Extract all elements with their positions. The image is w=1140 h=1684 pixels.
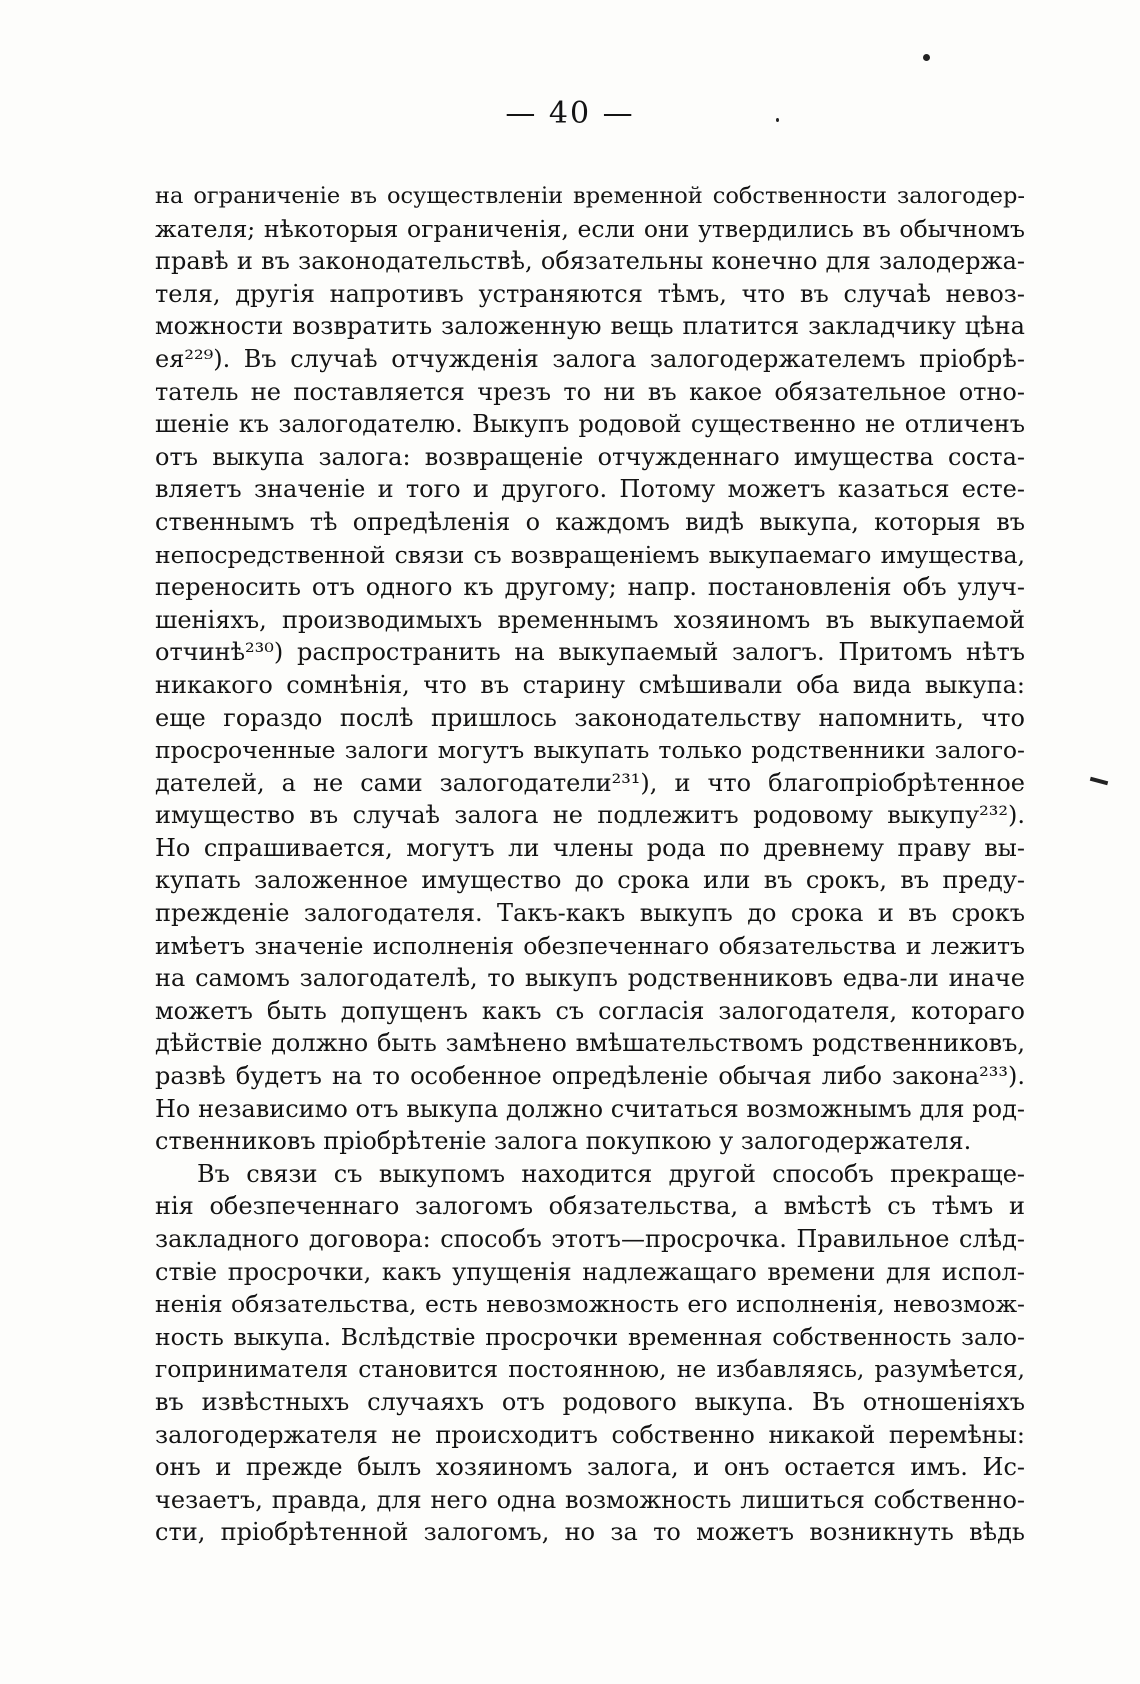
scan-speck (923, 54, 930, 61)
text-line: на ограниченіе въ осуществленіи временной собственности залогодер- (155, 183, 1025, 209)
text-line: можности возвратить заложенную вещь платится закладчику цѣна (155, 312, 1025, 341)
text-line: Но независимо отъ выкупа должно считаться возможнымъ для род- (155, 1094, 1025, 1123)
text-line: ствіе просрочки, какъ упущенія надлежащаго времени для испол- (155, 1257, 1025, 1286)
text-line: нія обезпеченнаго залогомъ обязательства, а вмѣстѣ съ тѣмъ и (155, 1192, 1025, 1221)
text-line: въ извѣстныхъ случаяхъ отъ родового выкупа. Въ отношеніяхъ (155, 1387, 1025, 1416)
body-text (155, 180, 1025, 1549)
text-line: можетъ быть допущенъ какъ съ согласія залогодателя, котораго (155, 996, 1025, 1025)
paragraph-2 (155, 1158, 1025, 1549)
text-line: отчинѣ²³⁰) распространить на выкупаемый залогъ. Притомъ нѣтъ (155, 638, 1025, 667)
text-line: непосредственной связи съ возвращеніемъ выкупаемаго имущества, (155, 540, 1025, 569)
page-number: — 40 — (505, 96, 635, 131)
text-line: дѣйствіе должно быть замѣнено вмѣшательствомъ родственниковъ, (155, 1029, 1025, 1058)
text-line: ственниковъ пріобрѣтеніе залога покупкою у залогодержателя. (155, 1127, 972, 1156)
text-line: ея²²⁹). Въ случаѣ отчужденія залога залогодержателемъ пріобрѣ- (155, 344, 1025, 373)
text-line: никакого сомнѣнія, что въ старину смѣшивали оба вида выкупа: (155, 670, 1025, 699)
text-line: имущество въ случаѣ залога не подлежитъ родовому выкупу²³²). (155, 801, 1025, 830)
text-line: прежденіе залогодателя. Такъ-какъ выкупъ до срока и въ срокъ (155, 899, 1025, 928)
margin-mark (1090, 777, 1108, 786)
text-line: шеніяхъ, производимыхъ временнымъ хозяиномъ въ выкупаемой (155, 605, 1025, 634)
paragraph-1 (155, 180, 1025, 1158)
scan-speck (776, 118, 779, 122)
text-line: вляетъ значеніе и того и другого. Потому можетъ казаться есте- (155, 475, 1025, 504)
text-line: шеніе къ залогодателю. Выкупъ родовой существенно не отличенъ (155, 410, 1025, 439)
text-line: чезаетъ, правда, для него одна возможность лишиться собственно- (155, 1485, 1025, 1514)
text-line: Въ связи съ выкупомъ находится другой способъ прекраще- (197, 1159, 1025, 1188)
text-line: правѣ и въ законодательствѣ, обязательны конечно для залодержа- (155, 247, 1025, 276)
text-line: переносить отъ одного къ другому; напр. постановленія объ улуч- (155, 573, 1025, 602)
text-line: теля, другія напротивъ устраняются тѣмъ, что въ случаѣ невоз- (155, 279, 1025, 308)
text-line: дателей, а не сами залогодатели²³¹), и что благопріобрѣтенное (155, 768, 1025, 797)
text-line: развѣ будетъ на то особенное опредѣленіе обычая либо закона²³³). (155, 1062, 1025, 1091)
text-line: еще гораздо послѣ пришлось законодательству напомнить, что (155, 703, 1025, 732)
text-line: просроченные залоги могутъ выкупать только родственники залого- (155, 736, 1025, 765)
text-line: Но спрашивается, могутъ ли члены рода по древнему праву вы- (155, 833, 1025, 862)
text-line: гопринимателя становится постоянною, не избавляясь, разумѣется, (155, 1355, 1025, 1384)
text-line: отъ выкупа залога: возвращеніе отчужденнаго имущества соста- (155, 442, 1025, 471)
text-line: имѣетъ значеніе исполненія обезпеченнаго обязательства и лежитъ (155, 931, 1025, 960)
text-line: жателя; нѣкоторыя ограниченія, если они утвердились въ обычномъ (155, 214, 1025, 243)
text-line: купать заложенное имущество до срока или въ срокъ, въ преду- (155, 866, 1025, 895)
text-line: залогодержателя не происходитъ собственно никакой перемѣны: (155, 1420, 1025, 1449)
text-line: сти, пріобрѣтенной залогомъ, но за то можетъ возникнуть вѣдь (155, 1518, 1025, 1547)
text-line: татель не поставляется чрезъ то ни въ какое обязательное отно- (155, 377, 1025, 406)
text-line: ность выкупа. Вслѣдствіе просрочки временная собственность зало- (155, 1322, 1025, 1351)
text-line: ственнымъ тѣ опредѣленія о каждомъ видѣ выкупа, которыя въ (155, 507, 1025, 536)
text-line: закладного договора: способъ этотъ—просрочка. Правильное слѣд- (155, 1225, 1025, 1253)
text-line: ненія обязательства, есть невозможность его исполненія, невозмож- (155, 1290, 1025, 1319)
text-line: онъ и прежде былъ хозяиномъ залога, и онъ остается имъ. Ис- (155, 1453, 1025, 1482)
text-line: на самомъ залогодателѣ, то выкупъ родственниковъ едва-ли иначе (155, 964, 1025, 993)
